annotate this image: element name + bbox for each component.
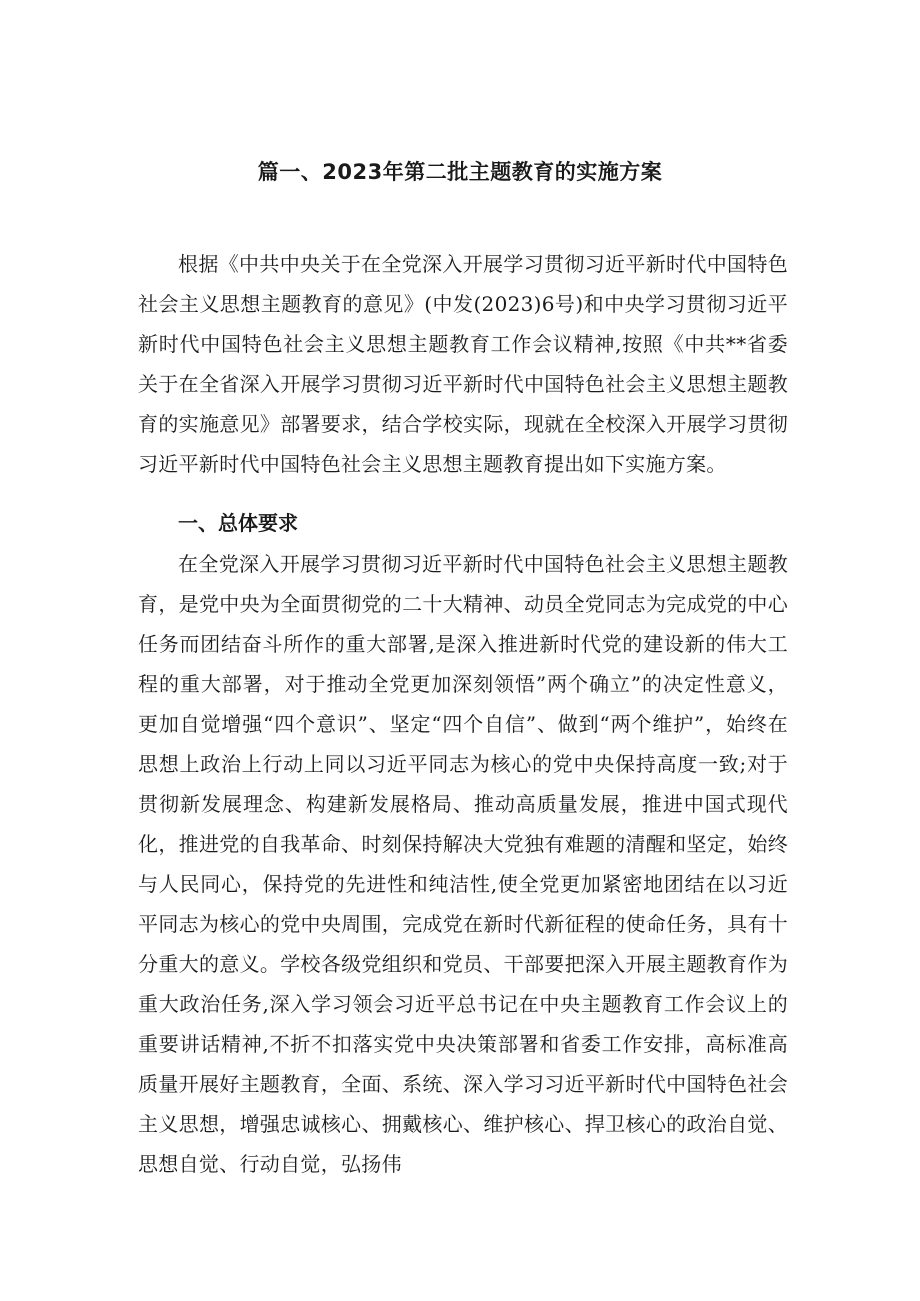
paragraph-general-requirements-text: 在全党深入开展学习贯彻习近平新时代中国特色社会主义思想主题教育，是党中央为全面贯彻党的二十大精神、动员全党同志为完成党的中心任务而团结奋斗所作的重大部署,是深入推进新时代党的建设新的伟大工程的重大部署，对于推动全党更加深刻领悟”两个确立”的决定性意义，更加自觉增强“四个意识”、坚定“四个自信”、做到“两个维护”，始终在思想上政治上行动上同以习近平同志为核心的党中央保持高度一致;对于贯彻新发展理念、构建新发展格局、推动高质量发展，推进中国式现代化，推进党的自我革命、时刻保持解决大党独有难题的清醒和坚定，始终与人民同心，保持党的先进性和纯洁性,使全党更加紧密地团结在以习近平同志为核心的党中央周围，完成党在新时代新征程的使命任务，具有十分重大的意义。学校各级党组织和党员、干部要把深入开展主题教育作为重大政治任务,深入学习领会习近平总书记在中央主题教育工作会议上的重要讲话精神,不折不扣落实党中央决策部署和省委工作安排，高标准高质量开展好主题教育，全面、系统、深入学习习近平新时代中国特色社会主义思想，增强忠诚核心、拥戴核心、维护核心、捍卫核心的政治自觉、思想自觉、行动自觉，弘扬伟 (138, 552, 788, 1176)
section-heading-general-requirements: 一、总体要求 (178, 511, 298, 535)
paragraph-intro-text: 根据《中共中央关于在全党深入开展学习贯彻习近平新时代中国特色社会主义思想主题教育的意见》(中发(2023)6号)和中央学习贯彻习近平新时代中国特色社会主义思想主题教育工作会议精神,按照《中共**省委关于在全省深入开展学习贯彻习近平新时代中国特色社会主义思想主题教育的实施意见》部署要求，结合学校实际，现就在全校深入开展学习贯彻习近平新时代中国特色社会主义思想主题教育提出如下实施方案。 (138, 252, 788, 476)
paragraph-general-requirements (138, 544, 788, 1184)
document-title: 篇一、2023年第二批主题教育的实施方案 (257, 160, 663, 184)
paragraph-intro (138, 244, 788, 484)
